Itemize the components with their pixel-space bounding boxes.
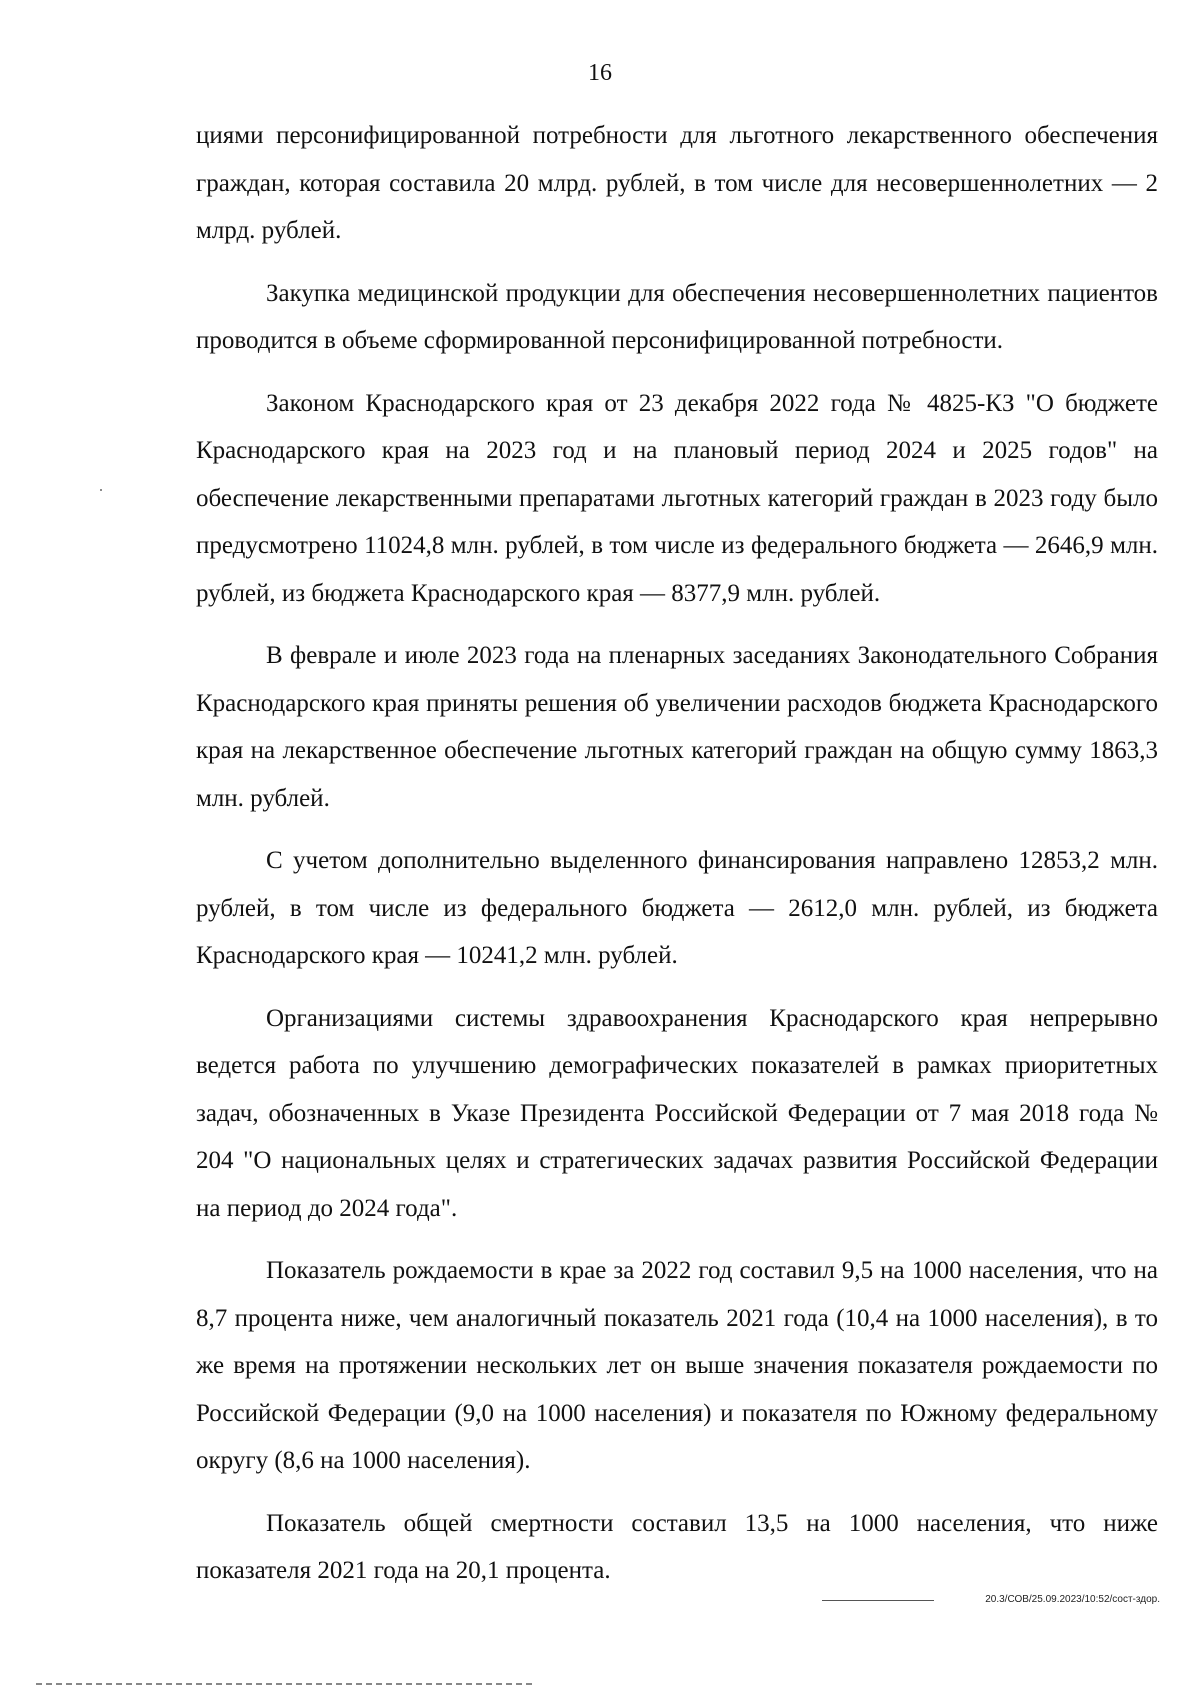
paragraph-demography-work: Организациями системы здравоохранения Краснодарского края непрерывно ведется работа по улучшению демографических показателей в рамках приоритетных задач, обозначенных в Указе Президента Российской Федерации от 7 мая 2018 года № 204 "О национальных целях и стратегических задачах развития Российской Федерации на период до 2024 года".: [196, 1004, 1158, 1222]
paragraph-birth-rate: Показатель рождаемости в крае за 2022 год составил 9,5 на 1000 населения, что на 8,7 процента ниже, чем аналогичный показатель 2021 года (10,4 на 1000 населения), в то же время на протяжении нескольких лет он выше значения показателя рождаемости по Российской Федерации (9,0 на 1000 населения) и показателя по Южному федеральному округу (8,6 на 1000 населения).: [196, 1257, 1158, 1474]
paragraph-continuation: циями персонифицированной потребности для льготного лекарственного обеспечения граждан, которая составила 20 млрд. рублей, в том числе для несовершеннолетних — 2 млрд. рублей.: [196, 122, 1158, 244]
footer-document-reference: 20.3/СОВ/25.09.2023/10:52/сост-здор.: [985, 1594, 1160, 1605]
footer-rule: [822, 1600, 934, 1602]
paragraph-budget-law: Законом Краснодарского края от 23 декабря 2022 года № 4825-КЗ "О бюджете Краснодарского края на 2023 год и на плановый период 2024 и 2025 годов" на обеспечение лекарственными препаратами льготных категорий граждан в 2023 году было предусмотрено 11024,8 млн. рублей, в том числе из федерального бюджета — 2646,9 млн. рублей, из бюджета Краснодарского края — 8377,9 млн. рублей.: [196, 389, 1158, 607]
page-number: 16: [588, 60, 612, 86]
document-body: [196, 112, 1158, 1610]
paragraph-budget-increase: В феврале и июле 2023 года на пленарных заседаниях Законодательного Собрания Краснодарского края приняты решения об увеличении расходов бюджета Краснодарского края на лекарственное обеспечение льготных категорий граждан на общую сумму 1863,3 млн. рублей.: [196, 642, 1158, 812]
margin-speck: [100, 489, 102, 491]
bottom-dashed-rule: [36, 1683, 532, 1685]
paragraph-mortality: Показатель общей смертности составил 13,5 на 1000 населения, что ниже показателя 2021 года на 20,1 процента.: [196, 1509, 1158, 1584]
paragraph-total-funding: С учетом дополнительно выделенного финансирования направлено 12853,2 млн. рублей, в том числе из федерального бюджета — 2612,0 млн. рублей, из бюджета Краснодарского края — 10241,2 млн. рублей.: [196, 847, 1158, 969]
paragraph-procurement: Закупка медицинской продукции для обеспечения несовершеннолетних пациентов проводится в объеме сформированной персонифицированной потребности.: [196, 279, 1158, 354]
